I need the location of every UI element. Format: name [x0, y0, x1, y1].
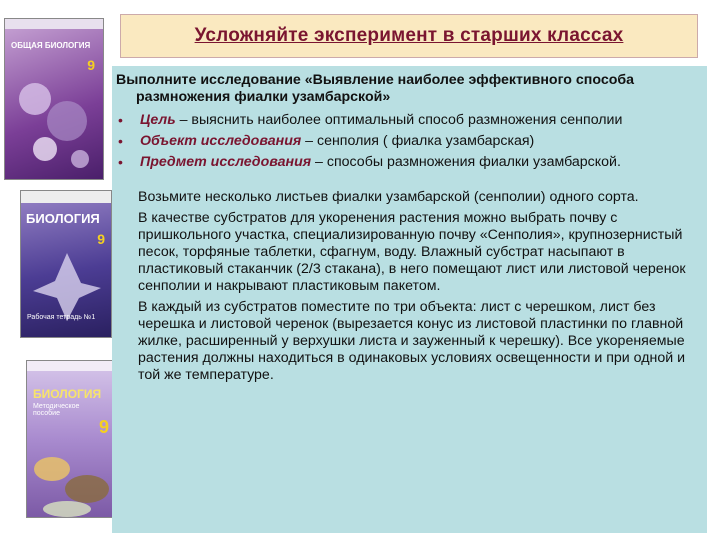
- cell-illustration: [21, 243, 112, 323]
- paragraph-objects: В каждый из субстратов поместите по три объекта: лист с черешком, лист без черешка и листовой черенок (вырезается конус из листовой пластинки по главной жилке, расширенный у верхушки листа и зауженный к черешку). Все укореняемые растения должны находиться в одинаковых условиях освещенности и при одной и той же температуре.: [138, 299, 686, 383]
- bullet-icon: •: [118, 112, 123, 128]
- book-cover-teacher-guide: [26, 360, 116, 518]
- paragraph-leaves: Возьмите несколько листьев фиалки узамбарской (сенполии) одного сорта.: [138, 189, 639, 205]
- content-panel: [112, 66, 707, 533]
- bullet-term: Цель: [140, 112, 176, 128]
- book-subtitle: Методическое пособие: [33, 403, 80, 417]
- bullet-text: – способы размножения фиалки узамбарской.: [311, 154, 621, 170]
- book-title: БИОЛОГИЯ: [33, 387, 102, 401]
- molecule-illustration: [5, 59, 104, 179]
- bullet-icon: •: [118, 154, 123, 170]
- slide-title: Усложняйте эксперимент в старших классах: [194, 25, 624, 46]
- book-title: БИОЛОГИЯ: [26, 211, 100, 226]
- book-grade-number: 9: [87, 57, 95, 73]
- bullet-subject: [116, 154, 697, 171]
- slide-title-box: [120, 14, 698, 58]
- book-subtitle: Рабочая тетрадь №1: [27, 314, 96, 321]
- bullet-text: – выяснить наиболее оптимальный способ размножения сенполии: [175, 112, 623, 128]
- bullet-icon: •: [118, 133, 123, 149]
- bullet-term: Объект исследования: [140, 133, 302, 149]
- nature-illustration: [27, 439, 116, 518]
- bullet-object: [116, 133, 697, 150]
- bullet-term: Предмет исследования: [140, 154, 312, 170]
- book-grade-number: 9: [97, 231, 105, 247]
- bullet-text: – сенполия ( фиалка узамбарская): [301, 133, 535, 149]
- research-task: Выполните исследование «Выявление наиболее эффективного способа размножения фиалки узамбарской»: [116, 72, 635, 105]
- book-title: ОБЩАЯ БИОЛОГИЯ: [11, 41, 91, 50]
- bullet-goal: [116, 112, 697, 129]
- book-cover-general-biology: [4, 18, 104, 180]
- paragraph-substrates: В качестве субстратов для укоренения растения можно выбрать почву с пришкольного участка, специализированную почву «Сенполия», крупнозернистый песок, торфяные таблетки, сфагнум, воду. Влажный субстрат насыпают в пластиковый стаканчик (2/3 стакана), в него помещают лист или листовой черенок сенполии и накрывают пластиковым пакетом.: [138, 210, 686, 294]
- book-cover-workbook: [20, 190, 112, 338]
- book-grade-number: 9: [98, 417, 109, 437]
